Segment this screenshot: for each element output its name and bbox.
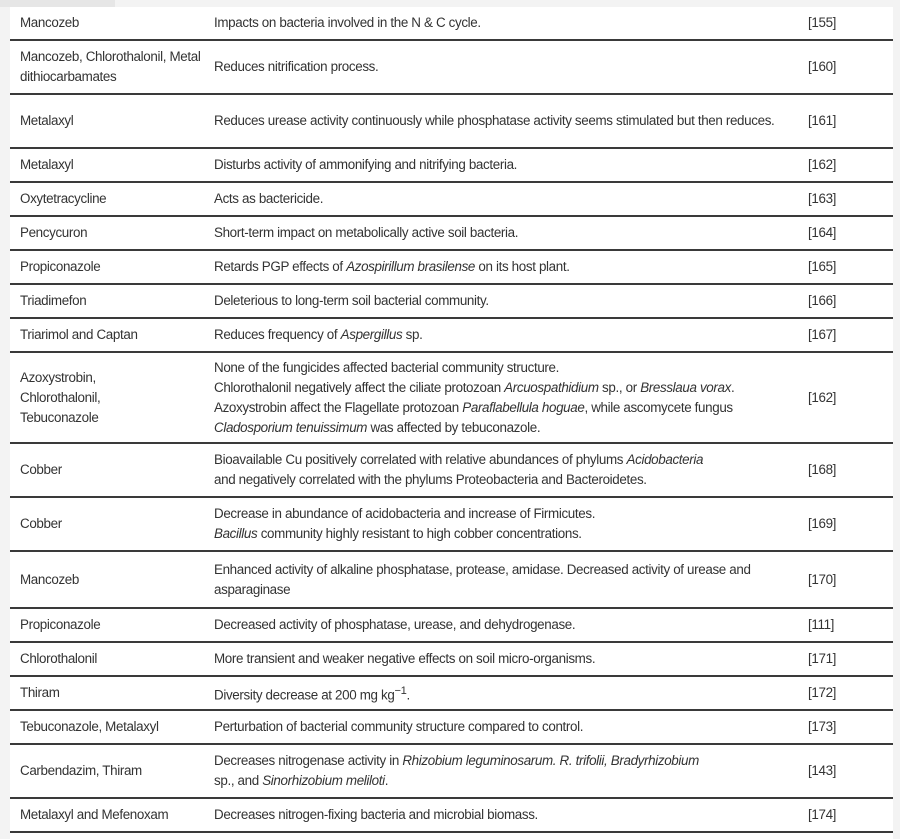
reference-cell: [160] [794,40,893,94]
top-band [0,0,115,7]
effect-cell: Deleterious to long-term soil bacterial community. [204,284,794,318]
table-row [10,798,893,832]
table-row [10,318,893,352]
table-row [10,94,893,148]
compound-cell: Oxytetracycline [10,182,204,216]
compound-cell: Triadimefon [10,284,204,318]
table-row [10,250,893,284]
compound-cell: Metalaxyl [10,148,204,182]
compound-cell: Metalaxyl [10,94,204,148]
compound-cell: Carbendazim, Thiram [10,744,204,798]
compound-cell: Triarimol and Captan [10,318,204,352]
reference-cell: [164] [794,216,893,250]
table-row [10,676,893,710]
table-row [10,443,893,497]
compound-cell: Metalaxyl and Mefenoxam [10,798,204,832]
effect-cell: Acts as bactericide. [204,182,794,216]
compound-cell: Cobber [10,443,204,497]
effect-cell: More transient and weaker negative effects on soil micro-organisms. [204,642,794,676]
effect-cell: Decreased activity of phosphatase, urease, and dehydrogenase. [204,608,794,642]
fungicide-effects-table [10,7,893,833]
compound-cell: Chlorothalonil [10,642,204,676]
table-row [10,284,893,318]
reference-cell: [163] [794,182,893,216]
effect-cell: Decreases nitrogenase activity in Rhizobium leguminosarum. R. trifolii, Bradyrhizobium sp., and Sinorhizobium meliloti. [204,744,794,798]
reference-cell: [111] [794,608,893,642]
table-row [10,148,893,182]
effect-cell: Reduces urease activity continuously while phosphatase activity seems stimulated but then reduces. [204,94,794,148]
effect-cell: Perturbation of bacterial community structure compared to control. [204,710,794,744]
reference-cell: [155] [794,7,893,40]
compound-cell: Thiram [10,676,204,710]
reference-cell: [166] [794,284,893,318]
reference-cell: [168] [794,443,893,497]
table-row [10,40,893,94]
effect-cell: Decrease in abundance of acidobacteria and increase of Firmicutes. Bacillus community highly resistant to high cobber concentrations. [204,497,794,551]
table-sheet [10,7,893,839]
reference-cell: [162] [794,352,893,443]
effect-cell: Short-term impact on metabolically active soil bacteria. [204,216,794,250]
compound-cell: Azoxystrobin, Chlorothalonil, Tebuconazole [10,352,204,443]
reference-cell: [167] [794,318,893,352]
reference-cell: [170] [794,551,893,608]
reference-cell: [174] [794,798,893,832]
effect-cell: Reduces nitrification process. [204,40,794,94]
table-row [10,744,893,798]
effect-cell: Impacts on bacteria involved in the N & C cycle. [204,7,794,40]
table-row [10,7,893,40]
effect-cell: Diversity decrease at 200 mg $kg^{-1}$. [204,676,794,710]
reference-cell: [171] [794,642,893,676]
compound-cell: Cobber [10,497,204,551]
table-row [10,216,893,250]
table-row [10,497,893,551]
effect-cell: Retards PGP effects of Azospirillum brasilense on its host plant. [204,250,794,284]
effect-cell: Disturbs activity of ammonifying and nitrifying bacteria. [204,148,794,182]
reference-cell: [172] [794,676,893,710]
reference-cell: [169] [794,497,893,551]
table-row [10,182,893,216]
effect-cell: Reduces frequency of Aspergillus sp. [204,318,794,352]
effect-cell: Decreases nitrogen-fixing bacteria and microbial biomass. [204,798,794,832]
compound-cell: Pencycuron [10,216,204,250]
table-row [10,710,893,744]
effect-cell: None of the fungicides affected bacterial community structure. Chlorothalonil negatively affect the ciliate protozoan Arcuospathidium sp., or Bresslaua vorax. Azoxystrobin affect the Flagellate protozoan Paraflabellula hoguae, while ascomycete fungus Cladosporium tenuissimum was affected by tebuconazole. [204,352,794,443]
compound-cell: Tebuconazole, Metalaxyl [10,710,204,744]
reference-cell: [165] [794,250,893,284]
compound-cell: Mancozeb, Chlorothalonil, Metal dithiocarbamates [10,40,204,94]
compound-cell: Propiconazole [10,608,204,642]
compound-cell: Mancozeb [10,551,204,608]
table-row [10,551,893,608]
reference-cell: [161] [794,94,893,148]
table-row [10,608,893,642]
reference-cell: [162] [794,148,893,182]
table-row [10,352,893,443]
reference-cell: [143] [794,744,893,798]
compound-cell: Propiconazole [10,250,204,284]
table-row [10,642,893,676]
effect-cell: Enhanced activity of alkaline phosphatase, protease, amidase. Decreased activity of urease and asparaginase [204,551,794,608]
compound-cell: Mancozeb [10,7,204,40]
effect-cell: Bioavailable Cu positively correlated with relative abundances of phylums Acidobacteria and negatively correlated with the phylums Proteobacteria and Bacteroidetes. [204,443,794,497]
reference-cell: [173] [794,710,893,744]
